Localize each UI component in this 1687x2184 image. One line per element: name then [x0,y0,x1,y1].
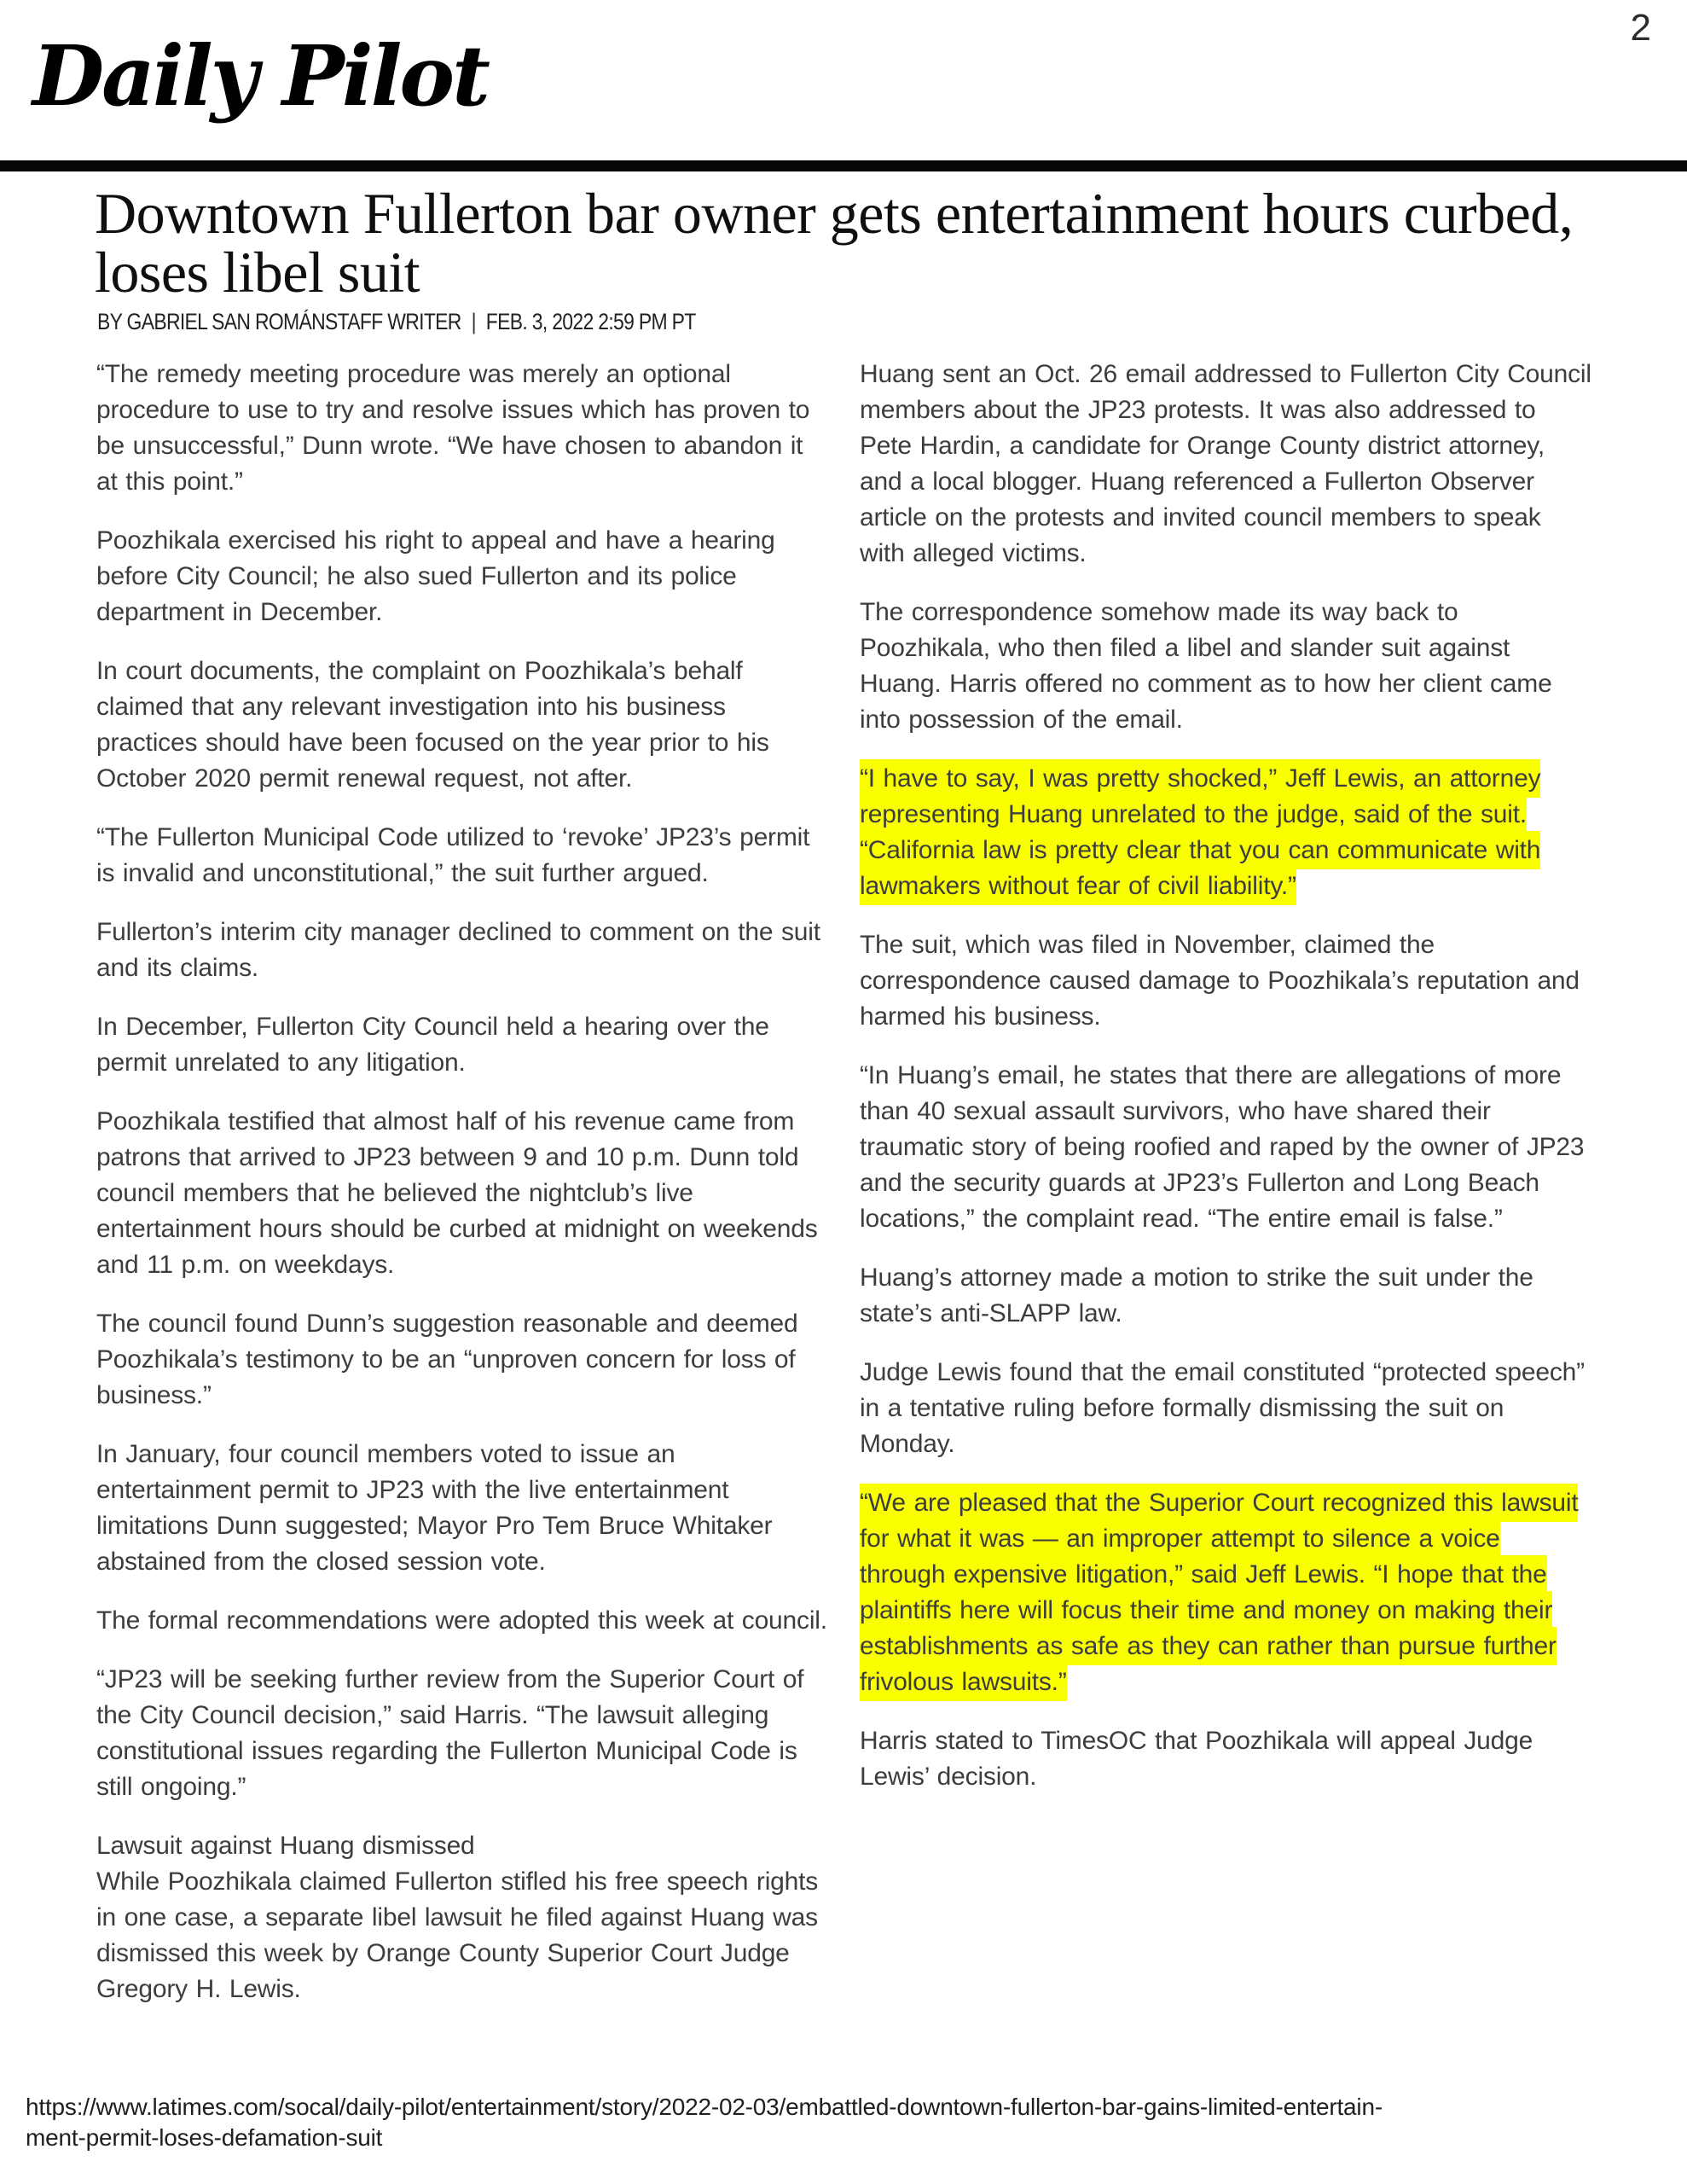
paragraph: The council found Dunn’s suggestion reasonable and deemed Poozhikala’s testimony to be an “unproven concern for loss of business.” [96,1310,798,1409]
paragraph: In December, Fullerton City Council held a hearing over the permit unrelated to any litigation. [96,1013,769,1077]
byline [97,309,696,335]
paragraph: In court documents, the complaint on Poozhikala’s behalf claimed that any relevant investigation into his business practices should have been focused on the year prior to his October 2020 permit renewal request, not after. [96,657,769,793]
highlighted-text: “We are pleased that the Superior Court recognized this lawsuit for what it was — an improper attempt to silence a voice through expensive litigation,” said Jeff Lewis. “I hope that the plaintiffs here will focus their time and money on making their establishments as safe as they can rather than pursue further frivolous lawsuits.” [860,1484,1578,1701]
section-subhead: Lawsuit against Huang dismissed [96,1832,475,1860]
paragraph: The formal recommendations were adopted this week at council. [96,1606,827,1635]
byline-author: BY GABRIEL SAN ROMÁNSTAFF WRITER [97,309,461,334]
paragraph: “The remedy meeting procedure was merely an optional procedure to use to try and resolve issues which has proven to be unsuccessful,” Dunn wrote. “We have chosen to abandon it at this point.” [96,360,810,496]
source-url-line-1: https://www.latimes.com/socal/daily-pilot/entertainment/story/2022-02-03/embattled-downtown-fullerton-bar-gains-limited-entertain- [26,2094,1383,2120]
byline-separator: | [471,309,476,334]
paragraph: Poozhikala exercised his right to appeal and have a hearing before City Council; he also sued Fullerton and its police department in December. [96,526,775,626]
paragraph: The suit, which was filed in November, claimed the correspondence caused damage to Poozhikala’s reputation and harmed his business. [860,931,1580,1031]
masthead-rule [0,160,1687,171]
paragraph: “In Huang’s email, he states that there are allegations of more than 40 sexual assault survivors, who have shared their traumatic story of being roofied and raped by the owner of JP23 and the security guards at JP23’s Fullerton and Long Beach locations,” the complaint read. “The entire email is false.” [860,1061,1585,1233]
paragraph: “JP23 will be seeking further review from the Superior Court of the City Council decision,” said Harris. “The lawsuit alleging constitutional issues regarding the Fullerton Municipal Code is still ongoing.” [96,1665,804,1801]
source-url-line-2: ment-permit-loses-defamation-suit [26,2124,383,2151]
paragraph-highlighted [860,1485,1593,1700]
paragraph: Fullerton’s interim city manager declined to comment on the suit and its claims. [96,918,820,982]
paragraph: Huang sent an Oct. 26 email addressed to Fullerton City Council members about the JP23 protests. It was also addressed to Pete Hardin, a candidate for Orange County district attorney, and a local blogger. Huang referenced a Fullerton Observer article on the protests and invited council members to speak with alleged victims. [860,360,1591,567]
paragraph: Harris stated to TimesOC that Poozhikala will appeal Judge Lewis’ decision. [860,1727,1533,1791]
paragraph-text: While Poozhikala claimed Fullerton stifled his free speech rights in one case, a separate libel lawsuit he filed against Huang was dismissed this week by Orange County Superior Court Judge Gregory H. Lewis. [96,1867,819,2003]
column-left [96,357,830,2030]
column-right [860,357,1593,2030]
paragraph: Poozhikala testified that almost half of his revenue came from patrons that arrived to JP23 between 9 and 10 p.m. Dunn told council members that he believed the nightclub’s live entertainment hours should be curbed at midnight on weekends and 11 p.m. on weekdays. [96,1107,818,1279]
masthead-logo: Daily Pilot [32,27,488,125]
paragraph-highlighted [860,761,1593,904]
article-headline: Downtown Fullerton bar owner gets entertainment hours curbed, loses libel suit [95,181,1574,305]
source-url [26,2092,1672,2153]
paragraph: The correspondence somehow made its way back to Poozhikala, who then filed a libel and slander suit against Huang. Harris offered no comment as to how her client came into possession of the email. [860,598,1552,734]
article-body [96,357,1593,2030]
paragraph: Judge Lewis found that the email constituted “protected speech” in a tentative ruling before formally dismissing the suit on Monday. [860,1358,1585,1458]
paragraph: Huang’s attorney made a motion to strike the suit under the state’s anti-SLAPP law. [860,1263,1533,1327]
byline-date: FEB. 3, 2022 2:59 PM PT [485,309,696,334]
page-number: 2 [1630,7,1651,49]
paragraph: “The Fullerton Municipal Code utilized to ‘revoke’ JP23’s permit is invalid and unconstitutional,” the suit further argued. [96,823,810,887]
highlighted-text: “I have to say, I was pretty shocked,” Jeff Lewis, an attorney representing Huang unrelated to the judge, said of the suit. “California law is pretty clear that you can communicate with lawmakers without fear of civil liability.” [860,759,1540,905]
paragraph: In January, four council members voted to issue an entertainment permit to JP23 with the live entertainment limitations Dunn suggested; Mayor Pro Tem Bruce Whitaker abstained from the closed session vote. [96,1440,773,1576]
paragraph-with-subhead [96,1828,830,2007]
